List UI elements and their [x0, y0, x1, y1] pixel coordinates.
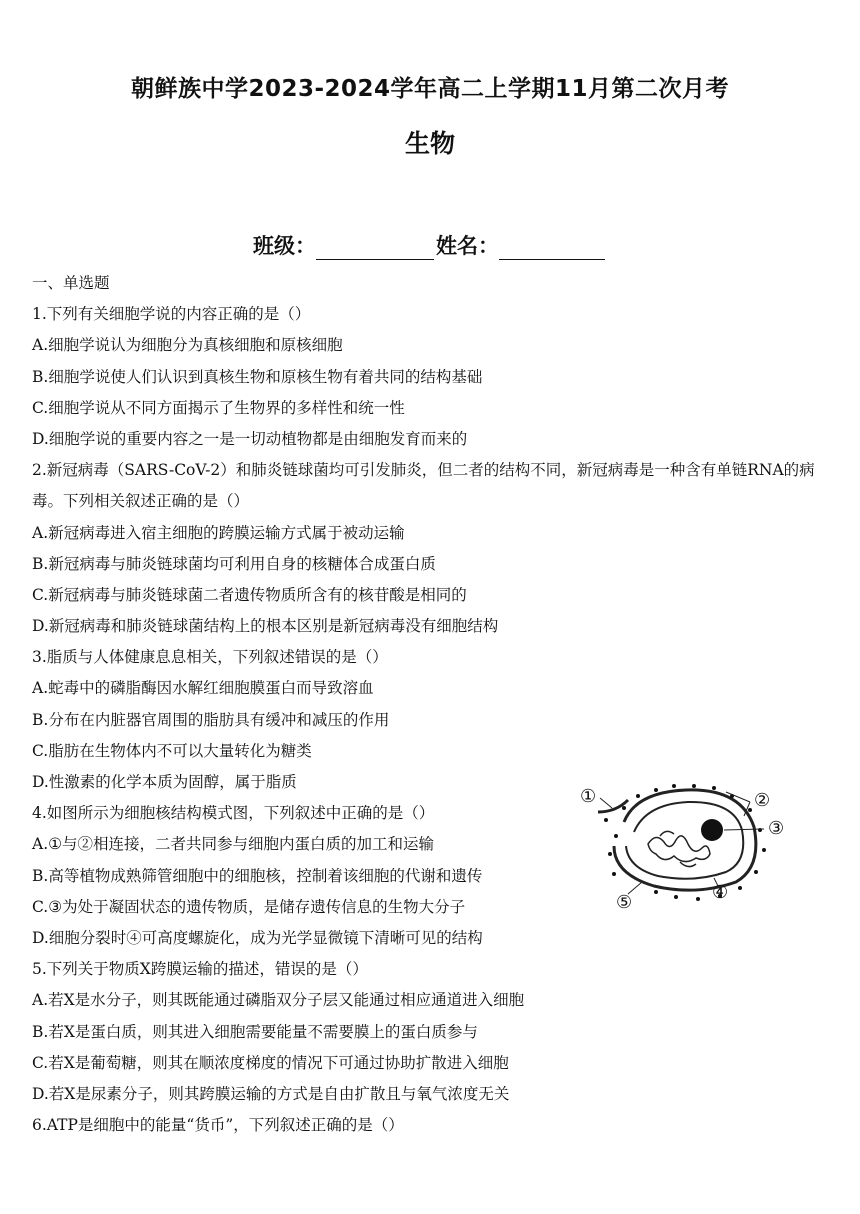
option-d: D.新冠病毒和肺炎链球菌结构上的根本区别是新冠病毒没有细胞结构 — [32, 617, 499, 636]
outer-membrane — [614, 790, 756, 890]
option-a: A.细胞学说认为细胞分为真核细胞和原核细胞 — [32, 336, 343, 355]
option-d: D.若X是尿素分子，则其跨膜运输的方式是自由扩散且与氧气浓度无关 — [32, 1084, 510, 1103]
option-a: A.①与②相连接，二者共同参与细胞内蛋白质的加工和运输 — [32, 835, 435, 854]
class-blank[interactable] — [316, 239, 434, 260]
option-c: C.细胞学说从不同方面揭示了生物界的多样性和统一性 — [32, 398, 405, 417]
option-d: D.细胞分裂时④可高度螺旋化，成为光学显微镜下清晰可见的结构 — [32, 928, 483, 947]
question-body — [32, 268, 832, 1141]
option-c: C.脂肪在生物体内不可以大量转化为糖类 — [32, 741, 312, 760]
section-heading: 一、单选题 — [32, 274, 110, 292]
label-2: ② — [754, 790, 771, 811]
label-4: ④ — [712, 882, 729, 903]
exam-title: 朝鲜族中学2023-2024学年高二上学期11月第二次月考 — [130, 76, 730, 102]
nucleus-diagram — [576, 782, 796, 912]
inner-membrane — [626, 802, 743, 879]
subject-title: 生物 — [404, 129, 455, 158]
question-stem: 3.脂质与人体健康息息相关，下列叙述错误的是（） — [32, 648, 388, 667]
option-b: B.高等植物成熟筛管细胞中的细胞核，控制着该细胞的代谢和遗传 — [32, 866, 483, 885]
option-a: A.新冠病毒进入宿主细胞的跨膜运输方式属于被动运输 — [32, 523, 405, 542]
name-label: 姓名： — [436, 234, 499, 258]
label-5: ⑤ — [616, 892, 633, 912]
nucleus-diagram-svg — [576, 782, 796, 912]
label-1: ① — [580, 786, 597, 807]
question-stem: 6.ATP是细胞中的能量“货币”，下列叙述正确的是（） — [32, 1116, 404, 1135]
option-b: B.分布在内脏器官周围的脂肪具有缓冲和减压的作用 — [32, 710, 390, 729]
endoplasmic-reticulum — [598, 800, 628, 812]
option-b: B.若X是蛋白质，则其进入细胞需要能量不需要膜上的蛋白质参与 — [32, 1022, 478, 1041]
option-c: C.③为处于凝固状态的遗传物质，是储存遗传信息的生物大分子 — [32, 897, 466, 916]
option-a: A.蛇毒中的磷脂酶因水解红细胞膜蛋白而导致溶血 — [32, 679, 374, 698]
label-line-3 — [724, 829, 764, 830]
option-a: A.若X是水分子，则其既能通过磷脂双分子层又能通过相应通道进入细胞 — [32, 991, 525, 1010]
option-c: C.若X是葡萄糖，则其在顺浓度梯度的情况下可通过协助扩散进入细胞 — [32, 1053, 509, 1072]
class-label: 班级： — [253, 234, 316, 258]
label-3: ③ — [768, 818, 785, 839]
label-line-1 — [600, 798, 612, 808]
nucleolus — [701, 819, 723, 841]
option-b: B.新冠病毒与肺炎链球菌均可利用自身的核糖体合成蛋白质 — [32, 554, 436, 573]
question-stem: 4.如图所示为细胞核结构模式图，下列叙述中正确的是（） — [32, 804, 435, 823]
option-b: B.细胞学说使人们认识到真核生物和原核生物有着共同的结构基础 — [32, 367, 483, 386]
option-c: C.新冠病毒与肺炎链球菌二者遗传物质所含有的核苷酸是相同的 — [32, 585, 467, 604]
name-blank[interactable] — [499, 239, 605, 260]
class-name-line — [0, 230, 860, 260]
question-stem: 2.新冠病毒（SARS-CoV-2）和肺炎链球菌均可引发肺炎，但二者的结构不同，新冠病毒是一种含有单链RNA的病毒。下列相关叙述正确的是（） — [32, 461, 815, 511]
chromatin — [648, 836, 710, 862]
option-d: D.性激素的化学本质为固醇，属于脂质 — [32, 773, 297, 792]
option-d: D.细胞学说的重要内容之一是一切动植物都是由细胞发育而来的 — [32, 429, 468, 448]
question-stem: 1.下列有关细胞学说的内容正确的是（） — [32, 305, 311, 324]
question-stem: 5.下列关于物质X跨膜运输的描述，错误的是（） — [32, 960, 368, 979]
